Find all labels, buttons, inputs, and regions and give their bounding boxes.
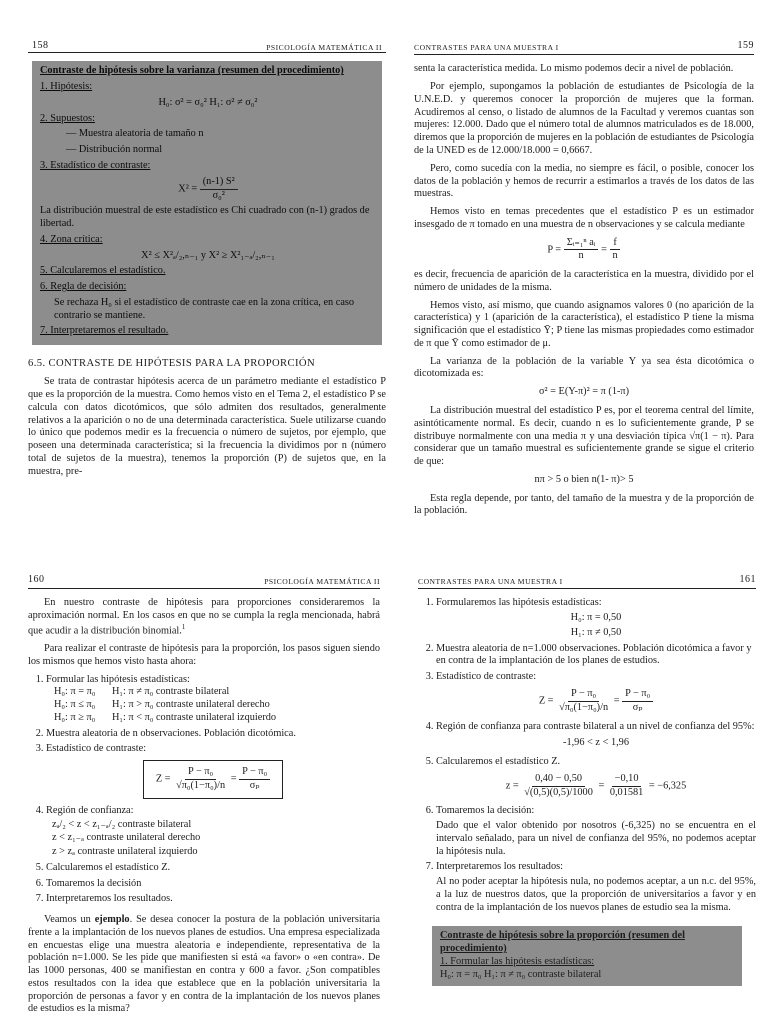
paragraph: Para realizar el contraste de hipótesis para la proporción, los pasos siguen siendo los mismos que hemos visto hasta ahora:: [28, 643, 380, 667]
paragraph: Hemos visto en temas precedentes que el estadístico P es un estimador insesgado de π tomado en una muestra de n observaciones y se calcula mediante: [414, 206, 754, 230]
page-header: [28, 40, 386, 53]
page-header: [418, 574, 756, 589]
summary-step-3: 3. Estadístico de contraste:: [40, 159, 151, 171]
formula-fraction: [609, 237, 620, 264]
step-7: [436, 861, 756, 914]
formula-result: = −6,325: [648, 780, 687, 792]
formula-denominator: √π₀(1−π₀)/n: [176, 780, 226, 791]
summary-box-proportion: [432, 926, 742, 985]
sample-size-criterion: nπ > 5 o bien n(1- π)> 5: [534, 473, 634, 485]
h0: H₀: π ≤ π₀: [54, 699, 96, 711]
z-calculation: [436, 773, 756, 800]
formula-denominator: √(0,5)(0,5)/1000: [524, 786, 593, 798]
formula-lhs: X² =: [178, 183, 198, 195]
h1: H₁: π > π₀ contraste unilateral derecho: [112, 699, 270, 711]
worked-steps-list: [418, 597, 756, 914]
hypotheses-variance: H₀: σ² = σ₀² H₁: σ² ≠ σ₀²: [158, 96, 258, 108]
summary-hypotheses: H₀: π = π₀ H₁: π ≠ π₀ contraste bilateral: [440, 968, 602, 980]
step-2: 2. Muestra aleatoria de n=1.000 observaciones. Población dicotómica a favor y en contra de la implantación de los planes de estudios.: [436, 643, 756, 669]
example-paragraph: [28, 914, 380, 1016]
paragraph-text: En nuestro contraste de hipótesis para proporciones consideraremos la aproximación normal. En los casos en que no se cumpla la regla mencionada, habrá que acudir a la distribución binomial.: [28, 597, 380, 637]
proportion-formula: [414, 237, 754, 264]
step-text: Región de confianza para contraste bilateral a un nivel de confianza del 95%:: [436, 720, 755, 732]
page-160: [28, 574, 380, 1024]
formula-equals: =: [613, 695, 620, 707]
page-161: [418, 574, 756, 1024]
page-number: 158: [32, 40, 49, 51]
summary-step-6: 6. Regla de decisión:: [40, 281, 127, 293]
step-1: [436, 597, 756, 639]
formula-fraction: [556, 688, 611, 715]
paragraph-text: . Se desea conocer la postura de la población universitaria frente a la implantación de los nuevos planes de estudios. Una empresa especializada en encuestas elige una muestra aleatoria e independiente, representativa de la población n=1.000. Se les pide que manifiesten si está «a favor» o «en contra». De las 1000 personas, 400 se manifiestan en contra y 600 a favor. ¿Son compatibles estos resultados con la idea que establece que en la población universitaria la proporción de personas a favor y en contra de la implantación de los nuevos planes de estudios es la misma?: [28, 914, 380, 1015]
formula-numerator: 0,40 − 0,50: [532, 773, 585, 787]
z-formula: [436, 688, 756, 715]
page-number: 160: [28, 574, 45, 585]
step-6: 6. Tomaremos la decisión: [46, 878, 380, 891]
paragraph: Hemos visto, así mismo, que cuando asignamos valores 0 (no aparición de la característica) y 1 (aparición de la característica), el estadístico P tiene la misma significación que el estadístico Ȳ; P tiene las mismas propiedades como estimador de π que Ȳ como estimador de μ.: [414, 299, 754, 349]
running-head: PSICOLOGÍA MATEMÁTICA II: [266, 42, 382, 52]
step-5: 5. Calcularemos el estadístico Z.: [46, 862, 380, 875]
region-left: z > zₐ contraste unilateral izquierdo: [52, 846, 198, 858]
summary-step-1: 1. Formular las hipótesis estadísticas:: [440, 956, 595, 967]
formula-lhs: Z =: [155, 773, 171, 785]
section-heading: 6.5. CONTRASTE DE HIPÓTESIS PARA LA PROPORCIÓN: [28, 358, 316, 370]
formula-equals: =: [230, 773, 237, 785]
paragraph-text: Veamos un: [44, 914, 95, 926]
running-head: CONTRASTES PARA UNA MUESTRA I: [418, 576, 563, 586]
formula-denominator: σₚ: [632, 701, 643, 713]
formula-fraction: [564, 237, 599, 264]
formula-lhs: Z =: [538, 695, 554, 707]
paragraph: Se trata de contrastar hipótesis acerca de un parámetro mediante el estadístico P que es la proporción de la muestra. Como hemos visto en el Tema 2, el estadístico P se calcula con datos dicotómicos, que sólo admiten dos resultados, generalmente relativos a la aparición o no de una determinada característica. Suele utilizarse cuando lo único que podemos medir es la frecuencia o número de sujetos, por ejemplo, que poseen una determinada característica; si la frecuencia la dividimos por n (número total de sujetos de la muestra), tenemos la proporción (P) de sujetos que, en la muestra, pre-: [28, 376, 386, 477]
formula-fraction: [607, 773, 646, 800]
critical-zone: X² ≤ X²ₐ/₂,ₙ₋₁ y X² ≥ X²₁₋ₐ/₂,ₙ₋₁: [141, 249, 275, 261]
formula-numerator: P − π₀: [622, 688, 653, 702]
paragraph: Esta regla depende, por tanto, del tamaño de la muestra y de la proporción de la población.: [414, 492, 754, 517]
formula-fraction: [622, 688, 653, 715]
step-1: [46, 674, 380, 725]
formula-numerator: P − π₀: [568, 688, 599, 702]
running-head: PSICOLOGÍA MATEMÁTICA II: [264, 576, 380, 586]
paragraph: Pero, como sucedía con la media, no siempre es fácil, o posible, conocer los datos de la población y hemos de recurrir a estimarlos a través de los datos de las muestras.: [414, 162, 754, 200]
step-text: Interpretaremos los resultados:: [436, 861, 563, 873]
step-4: [46, 805, 380, 859]
summary-step-2: 2. Supuestos:: [40, 112, 95, 124]
formula-fraction: [239, 766, 270, 793]
chi-square-formula: [40, 176, 376, 203]
page-number: 161: [739, 574, 756, 585]
step-text: Formularemos las hipótesis estadísticas:: [436, 597, 602, 609]
paragraph: senta la característica medida. Lo mismo podemos decir a nivel de población.: [414, 63, 734, 75]
step-6: [436, 805, 756, 858]
variance-formula: σ² = E(Y-π)² = π (1-π): [538, 386, 630, 398]
assumption-normal: — Distribución normal: [66, 144, 163, 156]
summary-box-title: Contraste de hipótesis sobre la proporción (resumen del procedimiento): [440, 930, 685, 955]
formula-numerator: (n-1) S²: [200, 176, 238, 190]
distribution-note: La distribución muestral de este estadístico es Chi cuadrado con (n-1) grados de libertad.: [40, 205, 370, 230]
z-formula: [46, 760, 380, 799]
formula-numerator: −0,10: [612, 773, 642, 787]
decision-rule: Se rechaza H₀ si el estadístico de contraste cae en la zona crítica, en caso contrario se mantiene.: [54, 296, 355, 321]
formula-fraction: [173, 766, 228, 793]
decision-text: Dado que el valor obtenido por nosotros (-6,325) no se encuentra en el intervalo señalado, para un nivel de confianza del 95%, no podemos aceptar la hipótesis nula.: [436, 820, 756, 857]
step-4: [436, 721, 756, 751]
summary-step-1: 1. Hipótesis:: [40, 81, 93, 93]
paragraph: Por ejemplo, supongamos la población de estudiantes de Psicología de la U.N.E.D. y queremos conocer la proporción de mujeres que la forman. Acudiremos al censo, o listado de alumnos de la Facultad y veremos cuantas son mujeres: 12.000. Dado que el número total de alumnos matriculados es de 18.000, diremos que la proporción de mujeres en la población de estudiantes de Psicología de la UNED es de 12.000/18.000 = 0,6667.: [414, 81, 754, 156]
formula-numerator: P − π₀: [239, 766, 270, 780]
steps-list: [28, 674, 380, 906]
confidence-range: -1,96 < z < 1,96: [563, 737, 629, 749]
step-text: Tomaremos la decisión:: [436, 805, 535, 817]
formula-fraction: [200, 176, 238, 203]
page-159: [414, 40, 754, 528]
formula-denominator: 0,01581: [609, 786, 644, 798]
assumption-sample: — Muestra aleatoria de tamaño n: [66, 128, 204, 140]
h0: H₀: π ≥ π₀: [54, 711, 96, 723]
formula-denominator: σ₀²: [212, 189, 225, 201]
formula-denominator: √π₀(1−π₀)/n: [559, 701, 609, 713]
formula-numerator: P − π₀: [185, 766, 216, 780]
formula-fraction: [521, 773, 596, 800]
emphasis: ejemplo: [94, 914, 130, 926]
hypothesis-h0: H₀: π = 0,50: [570, 612, 622, 624]
page-number: 159: [737, 40, 754, 51]
formula-denominator: n: [612, 250, 618, 262]
z-formula-box: [143, 760, 283, 799]
formula-equals: =: [598, 780, 605, 792]
formula-lhs: z =: [505, 780, 519, 792]
step-text: Formular las hipótesis estadísticas:: [46, 673, 190, 685]
step-7: 7. Interpretaremos los resultados.: [46, 893, 380, 906]
formula-denominator: σₚ: [249, 780, 260, 791]
h1: H₁: π < π₀ contraste unilateral izquierdo: [112, 711, 277, 723]
step-text: Calcularemos el estadístico Z.: [436, 756, 561, 768]
step-5: [436, 756, 756, 799]
summary-box-title: Contraste de hipótesis sobre la varianza (resumen del procedimiento): [40, 65, 344, 77]
interpretation-text: Al no poder aceptar la hipótesis nula, no podemos aceptar, a un n.c. del 95%, a la luz de nuestros datos, que la proporción de universitarios a favor y en contra de la implantación de los nuevos planes de estudio sea la misma.: [436, 876, 756, 913]
formula-denominator: n: [578, 250, 584, 262]
paragraph: [28, 597, 380, 638]
summary-step-5: 5. Calcularemos el estadístico.: [40, 265, 166, 277]
formula-lhs: P =: [547, 244, 562, 256]
formula-numerator: f: [610, 237, 619, 251]
summary-step-4: 4. Zona crítica:: [40, 233, 103, 245]
region-right: z < z₁₋ₐ contraste unilateral derecho: [52, 832, 201, 844]
summary-box-variance: [32, 61, 382, 345]
step-3: [436, 671, 756, 714]
page-158: [28, 40, 386, 528]
step-text: Región de confianza:: [46, 804, 134, 816]
footnote-mark: 1: [181, 622, 186, 631]
running-head: CONTRASTES PARA UNA MUESTRA I: [414, 42, 559, 52]
h0: H₀: π = π₀: [54, 686, 96, 698]
formula-equals: =: [601, 244, 607, 256]
formula-numerator: Σᵢ₌₁ⁿ aᵢ: [564, 237, 599, 251]
step-3: [46, 743, 380, 798]
summary-step-7: 7. Interpretaremos el resultado.: [40, 325, 169, 337]
step-text: Estadístico de contraste:: [436, 671, 537, 683]
paragraph: es decir, frecuencia de aparición de la característica en la muestra, dividido por el número de unidades de la misma.: [414, 269, 754, 293]
paragraph: La distribución muestral del estadístico P es, por el teorema central del límite, asintóticamente normal. Es decir, cuando n es lo suficientemente grande, P se distribuye normalmente con una media π y una desviación típica √π(1 − π). Para considerar que un tamaño muestral es suficientemente grande se sigue el criterio de que:: [414, 405, 754, 468]
step-text: Estadístico de contraste:: [46, 743, 147, 755]
hypothesis-h1: H₁: π ≠ 0,50: [570, 626, 622, 638]
region-bilateral: zₐ/₂ < z < z₁₋ₐ/₂ contraste bilateral: [52, 818, 192, 830]
hypotheses-table: [46, 686, 380, 724]
page-header: [414, 40, 754, 55]
page-header: [28, 574, 380, 589]
step-2: 2. Muestra aleatoria de n observaciones. Población dicotómica.: [46, 728, 380, 741]
h1: H₁: π ≠ π₀ contraste bilateral: [112, 686, 230, 698]
paragraph: La varianza de la población de la variable Y ya sea ésta dicotómica o dicotomizada es:: [414, 355, 754, 380]
